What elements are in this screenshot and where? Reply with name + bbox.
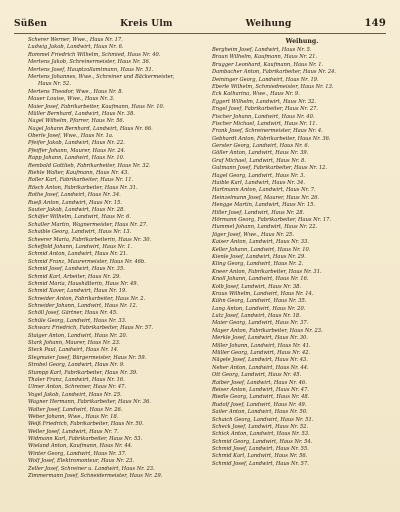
list-item: Nagel Johann Bernhard, Landwirt, Haus Nr. 66.	[28, 125, 153, 132]
list-item: Schneider Johann, Landwirt, Haus Nr. 12.	[28, 303, 138, 310]
list-item: Mayer Anton, Fabrikarbeiter, Haus Nr. 23.	[212, 327, 323, 334]
list-item: Wolf Josef, Elektromonteur, Haus Nr. 23.	[28, 458, 135, 465]
list-item: Schneider Anton, Fabrikarbeiter, Haus Nr. 2.	[28, 295, 146, 302]
list-item: Reiser Anton, Landwirt, Haus Nr. 47.	[212, 386, 309, 393]
list-item: Rapp Johann, Landwirt, Haus Nr. 10.	[28, 155, 125, 162]
list-item: Zimmermann Josef, Schneidermeister, Haus Nr. 29.	[28, 473, 163, 480]
list-item: Hagel Georg, Landwirt, Haus Nr. 3.	[212, 172, 306, 179]
list-item: Ulmer Anton, Schreiner, Haus Nr. 47.	[28, 384, 127, 391]
list-item: Heinzelmann Josef, Maurer, Haus Nr. 26.	[212, 194, 320, 201]
list-item: Winter Georg, Landwirt, Haus Nr. 37.	[28, 450, 127, 457]
list-item: Schmid Franz, Maurermeister, Haus Nr. 46b.	[28, 258, 146, 265]
list-item: Jäger Josef, Wwe., Haus Nr. 25.	[212, 231, 294, 238]
section-title: Weihung.	[285, 38, 319, 45]
list-item: Scheffold Johann, Landwirt, Haus Nr. 1.	[28, 243, 133, 250]
list-item: Dambacher Anton, Fabrikarbeiter, Haus Nr. 24.	[212, 69, 337, 76]
list-item: Miller Johann, Landwirt, Haus Nr. 41.	[212, 342, 311, 349]
list-item: Rembold Gottlieb, Fabrikarbeiter, Haus Nr. 32.	[28, 162, 151, 169]
list-item: Haible Karl, Landwirt, Haus Nr. 34.	[212, 180, 305, 187]
list-item: Haus Nr. 52.	[38, 81, 71, 88]
list-item: Kühn Georg, Landwirt, Haus Nr. 35.	[212, 298, 307, 305]
list-item: Schwarz Friedrich, Fabrikarbeiter, Haus Nr. 57.	[28, 325, 154, 332]
list-item: Raiber Josef, Landwirt, Haus Nr. 46.	[212, 379, 307, 386]
list-item: Keller Johann, Landwirt, Haus Nr. 10.	[212, 246, 311, 253]
list-item: Schaible Georg, Landwirt, Haus Nr. 13.	[28, 229, 132, 236]
list-item: Engel Josef, Fabrikarbeiter, Haus Nr. 27.	[212, 106, 319, 113]
list-item: Gebhardt Anton, Fabrikarbeiter, Haus Nr. 36.	[212, 135, 331, 142]
list-item: Scherer Werner, Wwe., Haus Nr. 17.	[28, 37, 123, 43]
list-item: Schöll Josef, Gärtner, Haus Nr. 45.	[28, 310, 118, 317]
list-item: Vogel Jakob, Landwirt, Haus Nr. 25.	[28, 391, 122, 398]
list-item: Sauter Jakob, Landwirt, Haus Nr. 28.	[28, 206, 125, 213]
list-item: Schüle Georg, Landwirt, Haus Nr. 33.	[28, 317, 127, 324]
list-item: Nägele Josef, Landwirt, Haus Nr. 43.	[212, 357, 308, 364]
list-item: Bergheim Josef, Landwirt, Haus Nr. 5.	[212, 47, 312, 53]
list-item: Kienle Josef, Landwirt, Haus Nr. 29.	[212, 253, 306, 260]
list-item: Wieland Anton, Kaufmann, Haus Nr. 44.	[28, 443, 133, 450]
list-item: Knoll Johann, Landwirt, Haus Nr. 16.	[212, 276, 309, 283]
list-item: Rothe Josef, Landwirt, Haus Nr. 34.	[28, 192, 121, 199]
list-item: Scheerer Maria, Fabrikarbeiterin, Haus Nr. 30.	[28, 236, 152, 243]
list-item: Wagner Hermann, Fabrikarbeiter, Haus Nr. 36.	[28, 399, 151, 406]
list-item: Schaller Martin, Wagnermeister, Haus Nr. 27.	[28, 221, 148, 228]
list-item: Walter Josef, Landwirt, Haus Nr. 26.	[28, 406, 123, 413]
list-item: Riedle Georg, Landwirt, Haus Nr. 48.	[212, 394, 310, 401]
list-item: Hiller Josef, Landwirt, Haus Nr. 28.	[212, 209, 305, 216]
list-item: Schaich Georg, Landwirt, Haus Nr. 51.	[212, 416, 314, 423]
list-item: Mauer Louise, Wwe., Haus Nr. 3.	[28, 96, 115, 103]
list-item: Müller Georg, Landwirt, Haus Nr. 42.	[212, 350, 311, 357]
list-item: Kolb Josef, Landwirt, Haus Nr. 38.	[212, 283, 302, 290]
list-item: Schmid Josef, Landwirt, Haus Nr. 57.	[212, 460, 309, 467]
list-item: Staiger Anton, Landwirt, Haus Nr. 20.	[28, 332, 128, 339]
list-item: Roller Karl, Fabrikarbeiter, Haus Nr. 11.	[28, 177, 134, 184]
list-item: Strobel Georg, Landwirt, Haus Nr. 9.	[28, 362, 125, 369]
list-item: Mertens Johannes, Wwe., Schreiner und Bäckermeister,	[28, 73, 175, 80]
list-item: Schmid Karl, Landwirt, Haus Nr. 56.	[212, 453, 308, 460]
list-item: Lang Anton, Landwirt, Haus Nr. 20.	[212, 305, 306, 312]
list-item: Neher Anton, Landwirt, Haus Nr. 44.	[212, 364, 309, 371]
list-item: Hengge Martin, Landwirt, Haus Nr. 15.	[212, 202, 316, 209]
list-item: Brugger Leonhard, Kaufmann, Haus Nr. 1.	[212, 61, 324, 68]
header-center: Kreis Ulm	[120, 19, 173, 29]
list-item: Kaiser Anton, Landwirt, Haus Nr. 33.	[212, 239, 309, 246]
header-right: Weihung	[245, 19, 292, 29]
list-item: Riehle Walter, Kaufmann, Haus Nr. 43.	[28, 170, 129, 177]
list-item: Widmann Karl, Fabrikarbeiter, Haus Nr. 53.	[28, 436, 143, 443]
list-item: Schmid Anton, Landwirt, Haus Nr. 21.	[28, 251, 128, 258]
list-item: Graf Michael, Landwirt, Haus Nr. 8.	[212, 157, 306, 164]
list-item: Schmid Karl, Arbeiter, Haus Nr. 29.	[28, 273, 121, 280]
list-item: Ludwig Jakob, Landwirt, Haus Nr. 6.	[28, 44, 124, 51]
list-item: Steck Paul, Landwirt, Haus Nr. 14.	[28, 347, 119, 354]
list-item: Mertens Theodor, Wwe., Haus Nr. 8.	[28, 88, 124, 95]
page-header	[14, 18, 386, 32]
list-item: Schäfer Wilhelm, Landwirt, Haus Nr. 6.	[28, 214, 132, 221]
list-item: Maier Georg, Landwirt, Haus Nr. 37.	[212, 320, 309, 327]
list-item: Nagel Wilhelm, Pfarrer, Haus Nr. 56.	[28, 118, 125, 125]
list-item: Braun Wilhelm, Kaufmann, Haus Nr. 21.	[212, 54, 318, 61]
list-item: Müller Bernhard, Landwirt, Haus Nr. 38.	[28, 110, 135, 117]
list-item: Schmid Xaver, Landwirt, Haus Nr. 19.	[28, 288, 127, 295]
list-item: Weber Johann, Wwe., Haus Nr. 18.	[28, 413, 119, 420]
list-item: Scheck Josef, Landwirt, Haus Nr. 52.	[212, 423, 309, 430]
list-item: Rösch Anton, Fabrikarbeiter, Haus Nr. 31.	[28, 184, 138, 191]
list-item: Schick Anton, Landwirt, Haus Nr. 53.	[212, 431, 310, 438]
list-item: Pfeifer Jakob, Landwirt, Haus Nr. 22.	[28, 140, 125, 147]
list-item: Mertens Josef, Hauptzollamtmann, Haus Nr. 51.	[28, 66, 154, 73]
list-item: Mertens Jakob, Schreinermeister, Haus Nr. 36.	[28, 59, 151, 66]
list-item: Deininger Georg, Landwirt, Haus Nr. 19.	[212, 76, 319, 83]
list-item: Rudolf Josef, Landwirt, Haus Nr. 49.	[212, 401, 307, 408]
list-item: Maier Josef, Fabrikarbeiter, Kaufmann, Haus Nr. 10.	[28, 103, 165, 110]
list-item: Ott Georg, Landwirt, Haus Nr. 45.	[212, 372, 302, 379]
list-item: Thaler Franz, Landwirt, Haus Nr. 16.	[28, 376, 125, 383]
list-item: Lutz Josef, Landwirt, Haus Nr. 18.	[212, 313, 301, 320]
header-rule	[14, 33, 386, 34]
list-item: Hartmann Anton, Landwirt, Haus Nr. 7.	[212, 187, 316, 194]
list-item: Merkle Josef, Landwirt, Haus Nr. 30.	[212, 335, 308, 342]
list-item: Kraus Wilhelm, Landwirt, Haus Nr. 14.	[212, 290, 314, 297]
list-item: Hummel Johann, Landwirt, Haus Nr. 22.	[212, 224, 318, 231]
left-column	[28, 37, 208, 480]
page-number: 149	[364, 18, 386, 29]
list-item: Weller Josef, Landwirt, Haus Nr. 7.	[28, 428, 119, 435]
right-column	[212, 37, 392, 468]
list-item: Pfeiffer Johann, Maurer, Haus Nr. 24.	[28, 147, 126, 154]
list-item: Oberle Josef, Wwe., Haus Nr. 1a.	[28, 133, 114, 140]
list-item: Gerster Georg, Landwirt, Haus Nr. 6.	[212, 143, 310, 150]
list-item: Schmid Georg, Landwirt, Haus Nr. 54.	[212, 438, 313, 445]
header-left: Süßen	[14, 19, 48, 29]
list-item: Fischer Michael, Landwirt, Haus Nr. 11.	[212, 120, 318, 127]
list-item: Kneer Anton, Fabrikarbeiter, Haus Nr. 31.	[212, 268, 322, 275]
list-item: Schmid Josef, Landwirt, Haus Nr. 55.	[212, 446, 309, 453]
list-item: Rueß Anton, Landwirt, Haus Nr. 15.	[28, 199, 122, 206]
list-item: Eggert Wilhelm, Landwirt, Haus Nr. 32.	[212, 98, 317, 105]
list-item: Schmid Maria, Haushälterin, Haus Nr. 49.	[28, 280, 139, 287]
list-item: Frank Josef, Schreinermeister, Haus Nr. 4.	[212, 128, 323, 135]
list-item: Schmid Josef, Landwirt, Haus Nr. 35.	[28, 266, 125, 273]
list-item: Zeller Josef, Schreiner u. Landwirt, Haus Nr. 23.	[28, 465, 155, 472]
list-item: Stark Johann, Maurer, Haus Nr. 23.	[28, 340, 121, 347]
list-item: Sailer Anton, Landwirt, Haus Nr. 50.	[212, 409, 308, 416]
list-item: Stegmaier Josef, Bürgermeister, Haus Nr. 59.	[28, 354, 147, 361]
list-item: Göller Anton, Landwirt, Haus Nr. 39.	[212, 150, 309, 157]
list-item: Kling Georg, Landwirt, Haus Nr. 2.	[212, 261, 304, 268]
list-item: Gutmann Josef, Fabrikarbeiter, Haus Nr. 12.	[212, 165, 328, 172]
list-item: Eberle Wilhelm, Schmiedmeister, Haus Nr. 13.	[212, 83, 334, 90]
list-item: Weiß Friedrich, Fabrikarbeiter, Haus Nr. 50.	[28, 421, 144, 428]
list-item: Rommel Friedrich Wilhelm, Schmied, Haus Nr. 40.	[28, 51, 161, 58]
list-item: Hörmann Georg, Fabrikarbeiter, Haus Nr. 17.	[212, 216, 332, 223]
list-item: Fischer Johann, Landwirt, Haus Nr. 40.	[212, 113, 315, 120]
list-item: Eck Katharina, Wwe., Haus Nr. 9.	[212, 91, 300, 98]
list-item: Stumpp Karl, Fabrikarbeiter, Haus Nr. 39.	[28, 369, 138, 376]
